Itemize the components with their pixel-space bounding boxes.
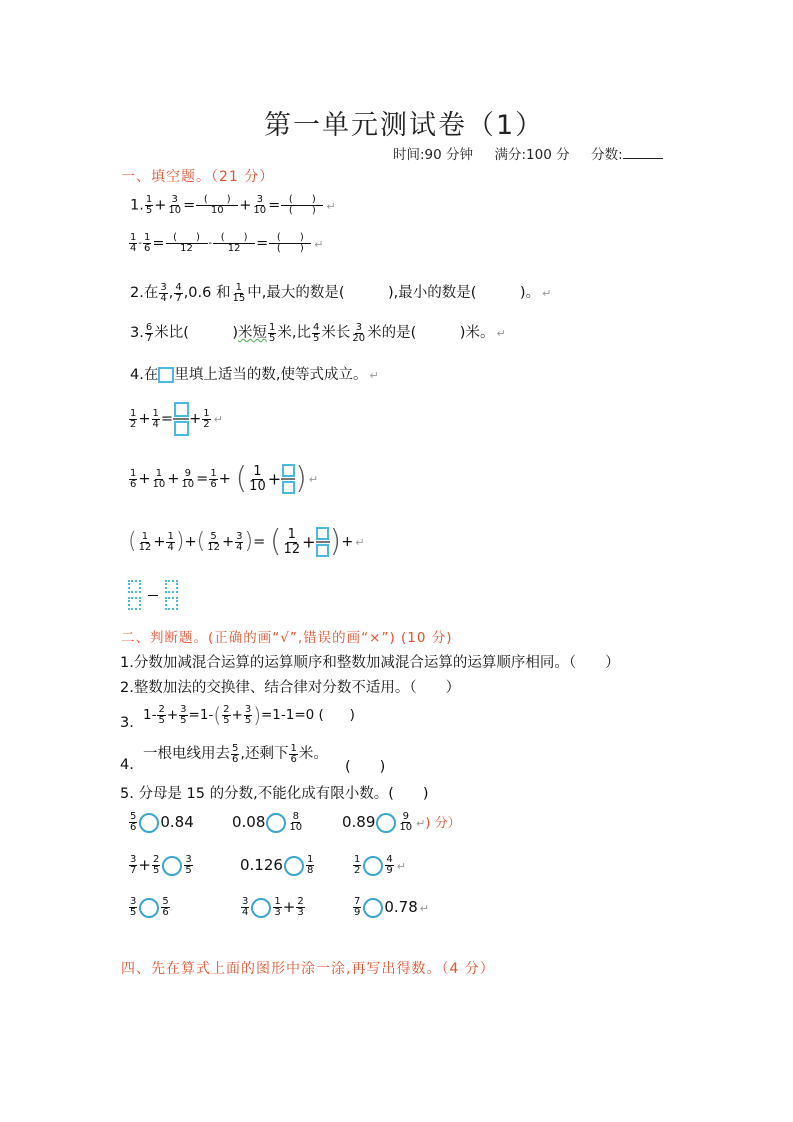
exam-meta (393, 143, 663, 163)
fill-fraction[interactable] (173, 402, 189, 436)
fill-fraction[interactable] (128, 580, 141, 610)
score-label: 分数: (591, 147, 623, 163)
section-2-heading: 二、判断题。(正确的画“√”,错误的画“×”) (10 分) (121, 630, 453, 646)
compare-8: $\frac{3}{4}$ $\frac{1}{3}$ + $\frac{2}{3}$ (242, 896, 304, 918)
time-label: 时间:90 分钟 (393, 147, 474, 163)
equation-2: $\frac{1}{6}$ + $\frac{1}{10}$ + $\frac{9}{10}$ = $\frac{1}{6}$ + ( $\frac{1}{10}$ + ) ↵ (130, 461, 319, 496)
equation-3-continued (128, 580, 178, 610)
compare-1: $\frac{5}{6}$ 0.84 (130, 811, 194, 833)
compare-circle[interactable] (363, 856, 383, 876)
question-3: 3. $\frac{6}{7}$ 米比( )米短 $\frac{1}{5}$ 米,比 $\frac{4}{5}$ 米长 $\frac{3}{20}$ 米的是( )米。 ↵ (130, 321, 506, 344)
equation-3: ( $\frac{1}{12}$ + $\frac{1}{4}$ )+( $\frac{5}{12}$ + $\frac{3}{4}$ )= ( $\frac{1}{12}$ + )+ ↵ (128, 524, 365, 559)
compare-9: $\frac{7}{9}$ 0.78 ↵ (354, 896, 429, 918)
judge-item-3: 1- $\frac{2}{5}$ + $\frac{3}{5}$ =1-( $\frac{2}{5}$ + $\frac{3}{5}$ )=1-1=0 ( ) (143, 703, 355, 727)
judge-item-5: 5. 分母是 15 的分数,不能化成有限小数。( ) (120, 786, 429, 802)
judge-item-2: 2.整数加法的交换律、结合律对分数不适用。（ ） (120, 680, 461, 696)
compare-5: 0.126 $\frac{1}{8}$ (240, 854, 314, 876)
compare-circle[interactable] (251, 898, 271, 918)
judge-item-4-num: 4. (120, 757, 134, 773)
compare-circle[interactable] (266, 813, 286, 833)
compare-circle[interactable] (139, 898, 159, 918)
judge-item-4: 一根电线用去 $\frac{5}{6}$ ,还剩下 $\frac{1}{6}$ 米。 (143, 742, 328, 765)
equation-1: $\frac{1}{2}$ + $\frac{1}{4}$ = + $\frac{1}{2}$ ↵ (128, 402, 223, 436)
answer-box-icon (158, 367, 174, 383)
section-4-heading: 四、先在算式上面的图形中涂一涂,再写出得数。（4 分） (121, 961, 495, 977)
compare-6: $\frac{1}{2}$ $\frac{4}{9}$ ↵ (354, 854, 406, 876)
compare-circle[interactable] (376, 813, 396, 833)
fill-fraction[interactable] (281, 464, 295, 494)
compare-7: $\frac{3}{5}$ $\frac{5}{6}$ (130, 896, 169, 918)
question-1-line-2: $\frac{1}{4}$ - $\frac{1}{6}$ = ( ) 12 - ( ) 12 = ( ) ( ) ↵ (130, 232, 324, 254)
fill-fraction[interactable] (165, 580, 178, 610)
judge-item-4-paren: ( ) (345, 759, 386, 775)
question-1-line-1: 1. $\frac{1}{5}$ + $\frac{3}{10}$ = ( ) 10 + $\frac{3}{10}$ = ( ) ( ) ↵ (130, 194, 336, 216)
compare-circle[interactable] (162, 856, 182, 876)
question-2: 2.在 $\frac{3}{4}$ , $\frac{4}{7}$ ,0.6 和 $\frac{1}{15}$ 中,最大的数是( ),最小的数是( )。 ↵ (130, 281, 552, 304)
compare-circle[interactable] (139, 813, 159, 833)
compare-circle[interactable] (363, 898, 383, 918)
judge-item-3-num: 3. (120, 715, 134, 731)
compare-3: 0.89 $\frac{9}{10}$ ↵) 分） (342, 811, 461, 833)
compare-4: $\frac{3}{7}$ + $\frac{2}{5}$ $\frac{3}{5}$ (130, 854, 192, 876)
section-1-heading: 一、填空题。（21 分） (121, 169, 275, 185)
compare-2: 0.08 $\frac{8}{10}$ (232, 811, 303, 833)
fill-fraction[interactable] (316, 527, 330, 557)
compare-circle[interactable] (284, 856, 304, 876)
question-4: 4.在 里填上适当的数,使等式成立。 ↵ (130, 367, 379, 383)
full-score-label: 满分:100 分 (494, 147, 570, 163)
score-blank[interactable] (623, 146, 663, 159)
page-title: 第一单元测试卷（1） (264, 110, 545, 141)
judge-item-1: 1.分数加减混合运算的运算顺序和整数加减混合运算的运算顺序相同。（ ） (120, 655, 620, 671)
